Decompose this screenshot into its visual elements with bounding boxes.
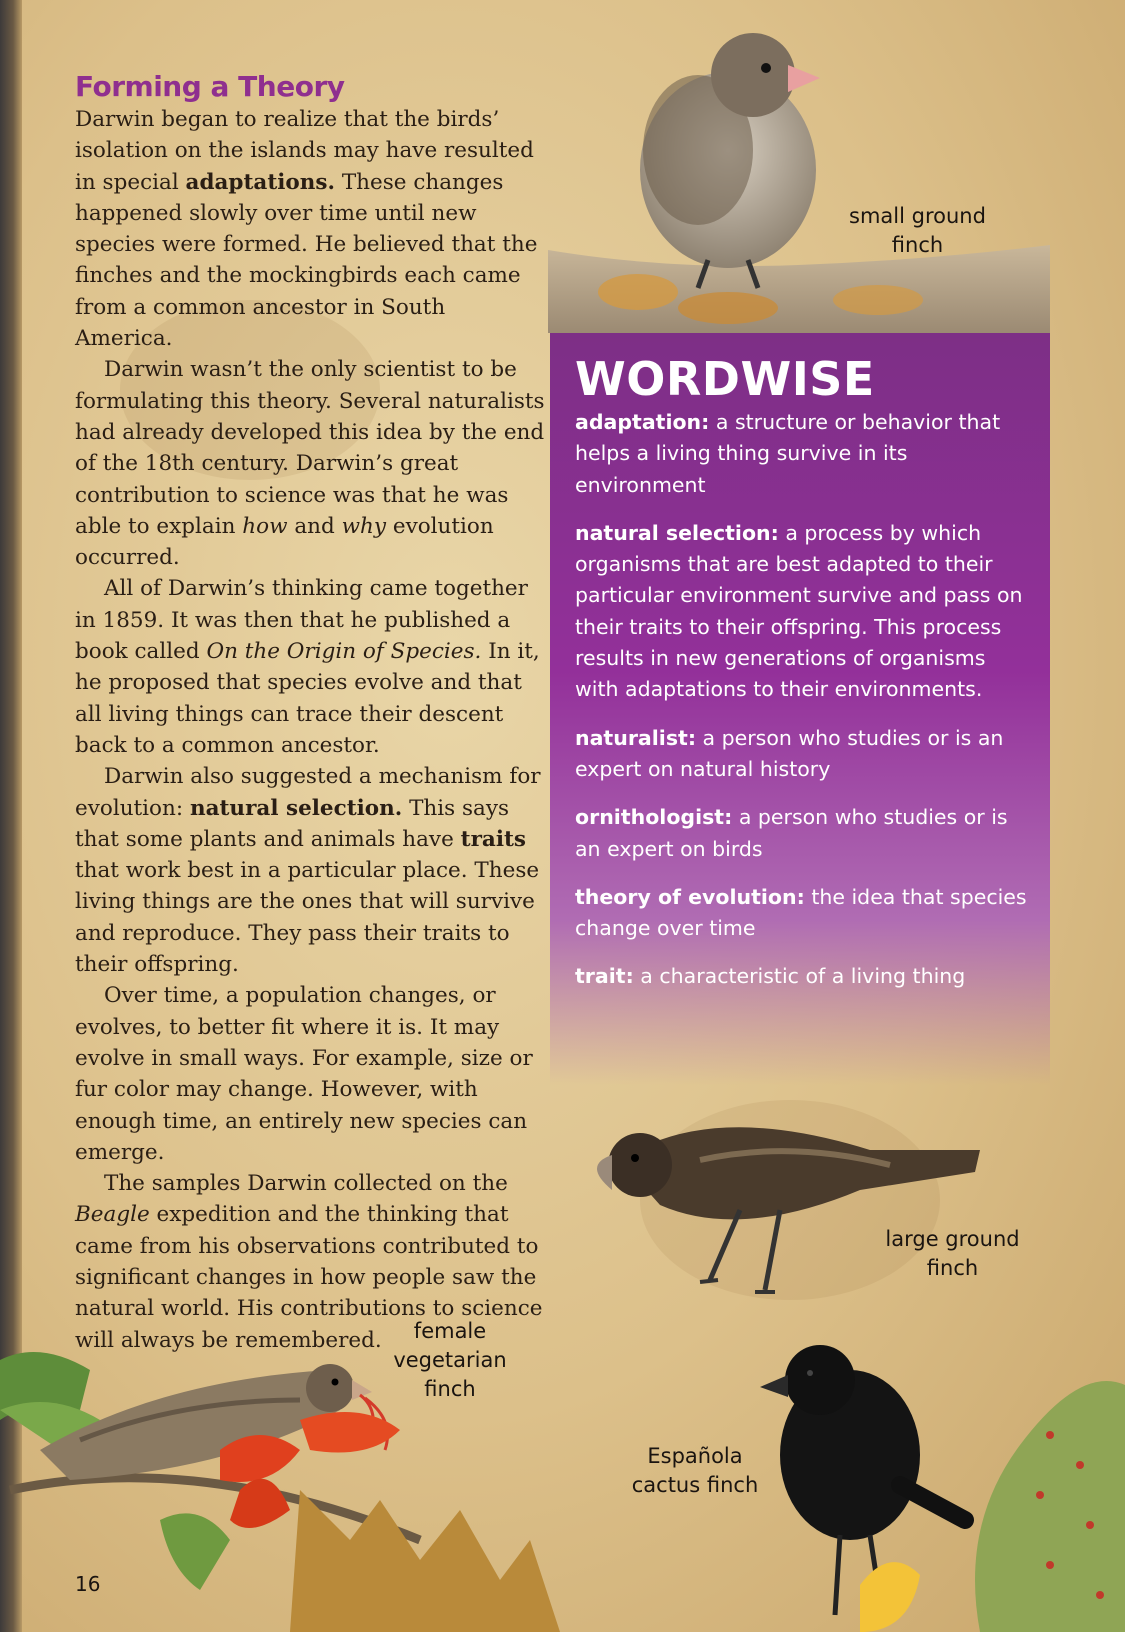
wordwise-glossary-box (550, 333, 1050, 1085)
article-paragraph (75, 980, 545, 1168)
article-body (75, 104, 545, 1356)
page-number: 16 (75, 1572, 101, 1596)
glossary-definition: a process by which organisms that are best adapted to their particular environment survive and pass on their traits to their offspring. This process results in new generations of organisms with adaptations to their environments. (575, 520, 1023, 702)
glossary-term: naturalist: (575, 725, 697, 750)
wordwise-title: WORDWISE (575, 352, 875, 406)
glossary-definition: a person who studies or is an expert on birds (575, 805, 1008, 861)
text-run: that work best in a particular place. These living things are the ones that will survive and reproduce. They pass their traits to their offspring. (75, 858, 540, 978)
italic-text: Beagle (75, 1202, 150, 1228)
glossary-term: trait: (575, 964, 634, 989)
article-column (75, 70, 545, 1356)
italic-text: how (242, 513, 288, 539)
text-run: Darwin also suggested a mechanism for evolution: (75, 764, 541, 821)
caption-small-ground-finch (840, 202, 995, 260)
glossary-entry (575, 882, 1030, 945)
article-paragraph (75, 573, 545, 761)
text-run: These changes happened slowly over time until new species were formed. He believed that the finches and the mockingbirds each came from a common ancestor in South America. (75, 169, 538, 352)
glossary-entry (575, 723, 1030, 786)
text-run: The samples Darwin collected on the (104, 1171, 508, 1197)
article-paragraph (75, 104, 545, 354)
espanola-cactus-finch-photo (750, 1345, 1125, 1632)
caption-espanola-cactus-finch (620, 1442, 770, 1500)
glossary-definition: the idea that species change over time (575, 884, 1027, 941)
text-run: evolution occurred. (75, 513, 494, 571)
glossary-entry (575, 961, 1030, 992)
small-ground-finch-photo (548, 20, 1050, 333)
article-paragraph (75, 354, 545, 573)
italic-text: why (341, 513, 387, 539)
caption-line: cactus finch (631, 1473, 759, 1497)
text-run: Over time, a population changes, or evolves, to better fit where it is. It may evolve in small ways. For example, size or fur color may change. However, with enough time, an entirely new species can emerge. (75, 983, 533, 1165)
glossary-entry (575, 802, 1030, 865)
glossary-entry (575, 407, 1030, 501)
article-paragraph (75, 761, 545, 980)
key-term: adaptations. (185, 169, 335, 195)
caption-line: large ground (885, 1227, 1020, 1251)
caption-line: finch (424, 1377, 476, 1401)
italic-text: On the Origin of Species. (206, 639, 482, 665)
caption-line: small ground (849, 204, 986, 228)
caption-line: Española (647, 1444, 743, 1468)
text-run: Darwin wasn’t the only scientist to be formulating this theory. Several naturalists had already developed this idea by the end of the 18th century. Darwin’s great contribution to science was that he was able to explain (75, 357, 545, 539)
text-run: and (287, 513, 342, 539)
glossary-term: ornithologist: (575, 805, 733, 830)
glossary-entry (575, 518, 1030, 706)
glossary-term: natural selection: (575, 520, 779, 545)
key-term: natural selection. (189, 795, 403, 821)
section-heading: Forming a Theory (75, 70, 345, 103)
caption-line: female (413, 1319, 487, 1343)
glossary-term: theory of evolution: (575, 884, 805, 909)
caption-female-vegetarian-finch (385, 1317, 515, 1404)
caption-line: vegetarian (393, 1348, 507, 1372)
text-run: In it, he proposed that species evolve and that all living things can trace their descent back to a common ancestor. (75, 639, 540, 758)
glossary-entries (575, 407, 1030, 993)
caption-line: finch (926, 1256, 979, 1280)
caption-large-ground-finch (870, 1225, 1035, 1283)
caption-line: finch (891, 233, 944, 257)
text-run: Darwin began to realize that the birds’ isolation on the islands may have resulted in special (75, 107, 534, 195)
glossary-definition: a structure or behavior that helps a living thing survive in its environment (575, 410, 1001, 497)
glossary-definition: a characteristic of a living thing (633, 964, 966, 989)
text-run: expedition and the thinking that came from his observations contributed to significant changes in how people saw the natural world. His contributions to science will always be remembered. (75, 1202, 543, 1353)
glossary-term: adaptation: (575, 410, 710, 434)
text-run: All of Darwin’s thinking came together in 1859. It was then that he published a book called (75, 576, 528, 665)
glossary-definition: a person who studies or is an expert on natural history (575, 725, 1004, 781)
text-run: This says that some plants and animals have (75, 795, 510, 852)
key-term: traits (460, 826, 527, 852)
